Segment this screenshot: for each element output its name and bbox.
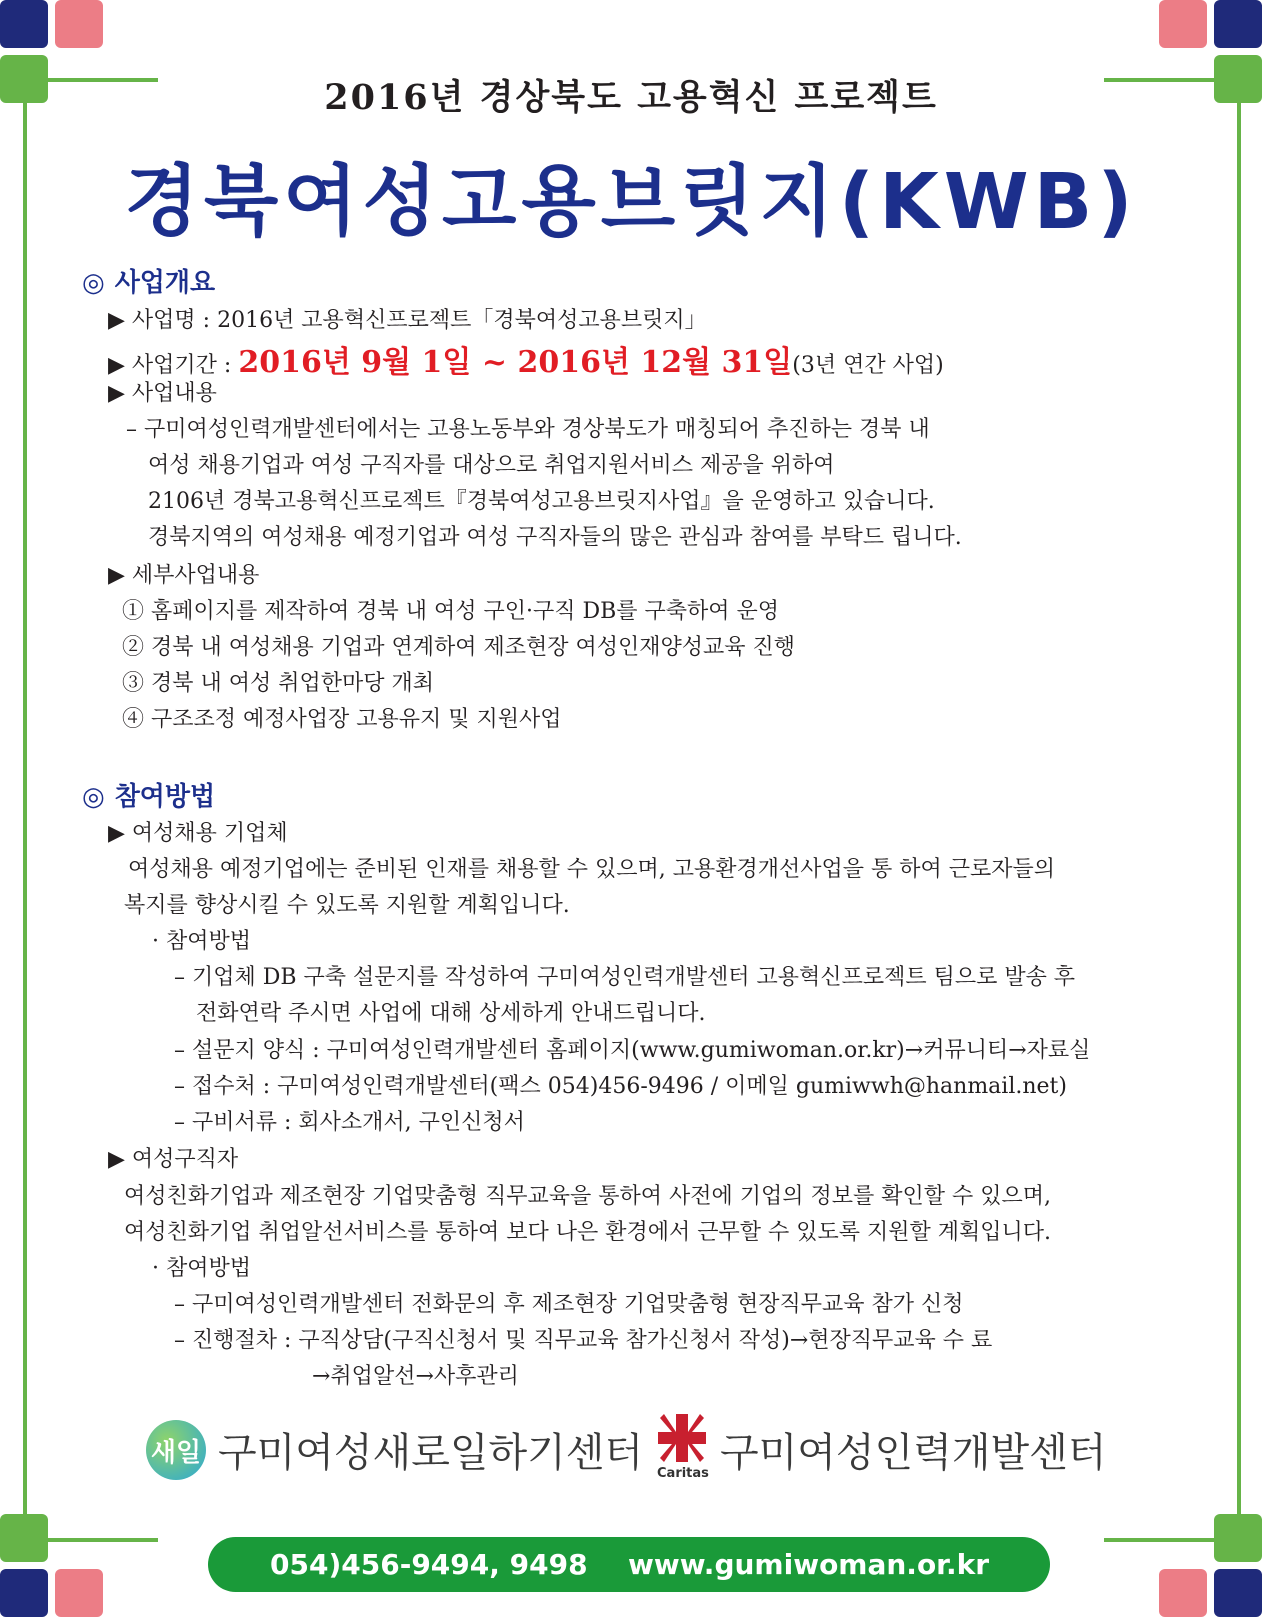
detail-item-4: ④ 구조조정 예정사업장 고용유지 및 지원사업	[122, 707, 562, 732]
corner-square-pink-br	[1159, 1569, 1207, 1617]
detail-item-3: ③ 경북 내 여성 취업한마당 개최	[122, 671, 434, 696]
org-saeil-center: 구미여성새로일하기센터	[218, 1430, 644, 1476]
company-step-1: – 기업체 DB 구축 설문지를 작성하여 구미여성인력개발센터 고용혁신프로젝트 팀으로 발송 후	[174, 965, 1076, 990]
triangle-bullet-icon: ▶	[108, 563, 125, 588]
detail-label: 세부사업내용	[131, 563, 260, 588]
corner-square-navy-tl	[0, 0, 48, 48]
content-line-4: 경북지역의 여성채용 예정기업과 여성 구직자들의 많은 관심과 참여를 부탁드 립니다.	[148, 525, 962, 550]
project-name-text: 사업명 : 2016년 고용혁신프로젝트「경북여성고용브릿지」	[131, 308, 707, 333]
saeil-logo-text: 새일	[150, 1438, 202, 1468]
corner-square-navy-br	[1214, 1569, 1262, 1617]
project-period-value: 2016년 9월 1일 ~ 2016년 12월 31일	[238, 345, 793, 380]
project-period-label: 사업기간 :	[131, 353, 232, 378]
frame-bottom-right-line	[1104, 1538, 1214, 1542]
corner-square-pink-tr	[1159, 0, 1207, 48]
corner-square-green-br	[1214, 1514, 1262, 1562]
detail-item-1: ① 홈페이지를 제작하여 경북 내 여성 구인·구직 DB를 구축하여 운영	[122, 599, 780, 624]
company-step-form: – 설문지 양식 : 구미여성인력개발센터 홈페이지(www.gumiwoman.or.kr)→커뮤니티→자료실	[174, 1038, 1091, 1063]
corner-square-pink-tl	[55, 0, 103, 48]
content-line-2: 여성 채용기업과 여성 구직자를 대상으로 취업지원서비스 제공을 위하여	[148, 453, 835, 478]
triangle-bullet-icon: ▶	[108, 381, 125, 406]
company-step-1-cont: 전화연락 주시면 사업에 대해 상세하게 안내드립니다.	[196, 1001, 706, 1026]
project-period-line	[108, 337, 944, 381]
frame-bottom-left-line	[48, 1538, 158, 1542]
content-line-1: – 구미여성인력개발센터에서는 고용노동부와 경상북도가 매칭되어 추진하는 경북 내	[126, 417, 930, 442]
company-label-line	[108, 816, 288, 847]
double-circle-icon: ◎	[82, 268, 105, 298]
project-content-label: 사업내용	[131, 381, 217, 406]
triangle-bullet-icon: ▶	[108, 1147, 125, 1172]
triangle-bullet-icon: ▶	[108, 821, 125, 846]
page-title: 경북여성고용브릿지(KWB)	[124, 158, 1138, 247]
triangle-bullet-icon: ▶	[108, 308, 125, 333]
seeker-step-1: – 구미여성인력개발센터 전화문의 후 제조현장 기업맞춤형 현장직무교육 참가 신청	[174, 1292, 964, 1317]
company-step-documents: – 구비서류 : 회사소개서, 구인신청서	[174, 1110, 525, 1135]
corner-square-navy-tr	[1214, 0, 1262, 48]
content-line-3: 2106년 경북고용혁신프로젝트『경북여성고용브릿지사업』을 운영하고 있습니다.	[148, 489, 935, 514]
detail-item-2: ② 경북 내 여성채용 기업과 연계하여 제조현장 여성인재양성교육 진행	[122, 635, 796, 660]
double-circle-icon: ◎	[82, 782, 105, 812]
section-overview-heading	[82, 262, 215, 299]
company-label: 여성채용 기업체	[131, 821, 288, 846]
seeker-label-line	[108, 1142, 238, 1173]
caritas-logo-text: Caritas	[657, 1466, 709, 1481]
frame-left-line	[23, 103, 27, 1514]
company-method-label: · 참여방법	[152, 929, 251, 954]
triangle-bullet-icon: ▶	[108, 353, 125, 378]
detail-label-line	[108, 558, 259, 589]
project-period-note: (3년 연간 사업)	[792, 353, 944, 378]
seeker-desc-1: 여성친화기업과 제조현장 기업맞춤형 직무교육을 통하여 사전에 기업의 정보를 확인할 수 있으며,	[124, 1184, 1052, 1209]
company-desc-1: 여성채용 예정기업에는 준비된 인재를 채용할 수 있으며, 고용환경개선사업을 통 하여 근로자들의	[128, 857, 1056, 882]
corner-square-pink-bl	[55, 1569, 103, 1617]
page-subtitle: 2016년 경상북도 고용혁신 프로젝트	[324, 77, 938, 118]
frame-right-line	[1237, 103, 1241, 1514]
seeker-desc-2: 여성친화기업 취업알선서비스를 통하여 보다 나은 환경에서 근무할 수 있도록 지원할 계획입니다.	[124, 1220, 1052, 1245]
section-participation-title: 참여방법	[114, 782, 216, 812]
footer-website-link[interactable]: www.gumiwoman.or.kr	[628, 1548, 990, 1581]
section-participation-heading	[82, 776, 215, 813]
company-step-contact: – 접수처 : 구미여성인력개발센터(팩스 054)456-9496 / 이메일 gumiwwh@hanmail.net)	[174, 1074, 1067, 1099]
seeker-method-label: · 참여방법	[152, 1256, 251, 1281]
org-women-resources-center: 구미여성인력개발센터	[720, 1430, 1107, 1476]
company-desc-2: 복지를 향상시킬 수 있도록 지원할 계획입니다.	[124, 893, 570, 918]
section-overview-title: 사업개요	[114, 268, 216, 298]
footer-phone: 054)456-9494, 9498	[270, 1548, 588, 1581]
saeil-logo	[146, 1420, 206, 1480]
corner-square-green-bl	[0, 1514, 48, 1562]
corner-square-navy-bl	[0, 1569, 48, 1617]
caritas-cross-icon	[656, 1412, 708, 1464]
footer-contact-bar	[208, 1537, 1050, 1592]
seeker-step-2: – 진행절차 : 구직상담(구직신청서 및 직무교육 참가신청서 작성)→현장직무교육 수 료	[174, 1328, 993, 1353]
project-content-label-line	[108, 376, 217, 407]
seeker-label: 여성구직자	[131, 1147, 239, 1172]
project-name-line	[108, 303, 707, 334]
seeker-step-2-cont: →취업알선→사후관리	[312, 1364, 519, 1389]
